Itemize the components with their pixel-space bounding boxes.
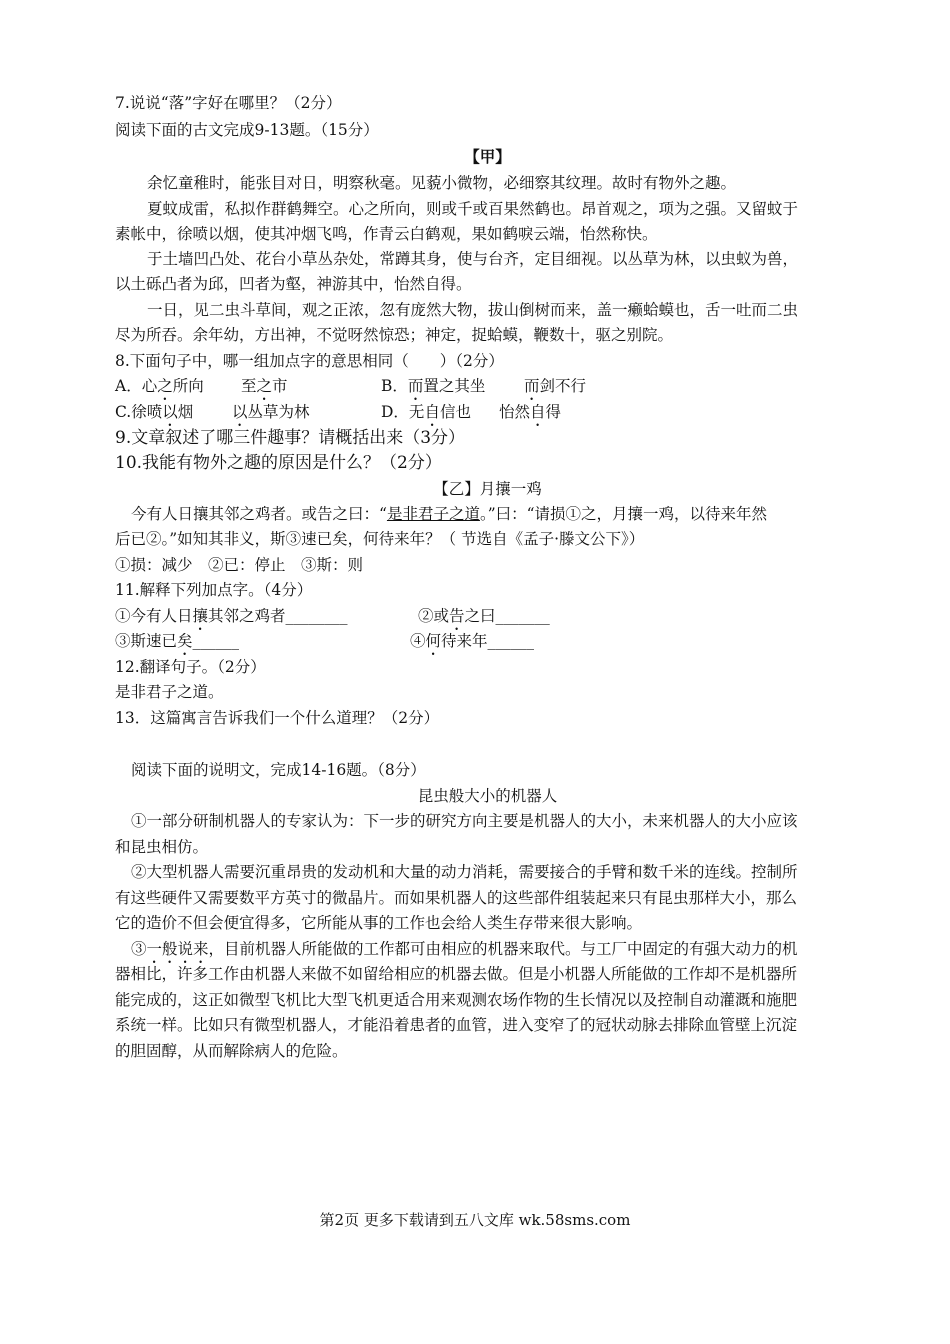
dotted-phrase: 一般说来: [146, 940, 209, 958]
yi-notes: ①损：减少 ②已：停止 ③斯：则: [115, 556, 364, 574]
question-11-item-2: ②或告之曰_______: [418, 607, 550, 625]
jia-paragraph-1: 余忆童稚时，能张目对日，明察秋毫。见藐小微物，必细察其纹理。故时有物外之趣。: [147, 174, 737, 192]
article-paragraph-3-line-5: 的胆固醇，从而解除病人的危险。: [115, 1042, 348, 1060]
reading2-intro: 阅读下面的说明文，完成14-16题。（8分）: [131, 761, 426, 779]
article-paragraph-3-line-3: 能完成的，这正如微型飞机比大型飞机更适合用来观测农场作物的生长情况以及控制自动灌溉和施肥: [115, 991, 798, 1009]
article-paragraph-2-line-3: 它的造价不但会便宜得多，它所能从事的工作也会给人类生存带来很大影响。: [115, 914, 643, 932]
question-11-item-4: ④何待来年______: [410, 632, 535, 650]
question-12-sentence: 是非君子之道。: [115, 683, 224, 701]
yi-line-1: 今有人日攘其邻之鸡者。或告之曰：“是非君子之道。”曰：“请损①之，月攘一鸡，以待来年然: [131, 505, 768, 523]
article-paragraph-3-line-2: 器相比，许多工作由机器人来做不如留给相应的机器去做。但是小机器人所能做的工作却不是机器所: [115, 965, 798, 983]
question-12: 12.翻译句子。（2分）: [115, 658, 266, 676]
option-b-first: B．而置之其坐: [381, 377, 486, 395]
question-11-item-1: ①今有人日攘其邻之鸡者________: [115, 607, 348, 625]
option-c-first: C.徐喷以烟: [115, 403, 194, 421]
article-paragraph-2-line-2: 有这些硬件又需要数平方英寸的微晶片。而如果机器人的这些部件组装起来只有昆虫那样大小，那么: [115, 889, 798, 907]
yi-line-2: 后已②。”如知其非义，斯③速已矣，何待来年？（ 节选自《孟子·滕文公下》）: [115, 530, 645, 548]
question-9: 9.文章叙述了哪三件趣事？请概括出来（3分）: [115, 428, 466, 448]
option-b-second: 而剑不行: [524, 377, 587, 395]
article-paragraph-3-line-4: 系统一样。比如只有微型机器人，才能沿着患者的血管，进入变窄了的冠状动脉去排除血管壁上沉淀: [115, 1016, 798, 1034]
jia-paragraph-4-line-2: 尽为所吞。余年幼，方出神，不觉呀然惊恐；神定，捉蛤蟆，鞭数十，驱之别院。: [115, 326, 674, 344]
yi-title: 【乙】月攘一鸡: [433, 480, 542, 498]
jia-paragraph-3-line-2: 以土砾凸者为邱，凹者为壑，神游其中，怡然自得。: [115, 275, 472, 293]
question-7: 7.说说“落”字好在哪里？（2分）: [115, 94, 342, 112]
question-10: 10.我能有物外之趣的原因是什么？（2分）: [115, 453, 442, 473]
article-paragraph-1-line-1: ①一部分研制机器人的专家认为：下一步的研究方向主要是机器人的大小，未来机器人的大小应该: [131, 812, 798, 830]
option-d-second: 怡然自得: [499, 403, 562, 421]
underlined-sentence: 是非君子之道: [386, 505, 480, 523]
article-paragraph-2-line-1: ②大型机器人需要沉重昂贵的发动机和大量的动力消耗，需要接合的手臂和数千米的连线。控制所: [131, 863, 798, 881]
article-paragraph-3-line-1: ③一般说来，目前机器人所能做的工作都可由相应的机器来取代。与工厂中固定的有强大动力的机: [131, 940, 798, 958]
jia-paragraph-4-line-1: 一日，见二虫斗草间，观之正浓，忽有庞然大物，拔山倒树而来，盖一癞蛤蟆也，舌一吐而二虫: [147, 301, 799, 319]
jia-title: 【甲】: [464, 147, 511, 166]
option-a-second: 至之市: [241, 377, 288, 395]
option-a-first: A．心之所向: [115, 377, 204, 395]
jia-paragraph-2-line-1: 夏蚊成雷，私拟作群鹤舞空。心之所向，则或千或百果然鹤也。昂首观之，项为之强。又留蚊于: [147, 200, 799, 218]
option-c-second: 以丛草为林: [232, 403, 310, 421]
question-11-stem: 11.解释下列加点字。（4分）: [115, 581, 313, 599]
page-footer: 第2页 更多下载请到五八文库 wk.58sms.com: [319, 1211, 631, 1229]
reading1-intro: 阅读下面的古文完成9-13题。（15分）: [115, 121, 379, 139]
question-13: 13．这篇寓言告诉我们一个什么道理？（2分）: [115, 709, 440, 727]
jia-paragraph-2-line-2: 素帐中，徐喷以烟，使其冲烟飞鸣，作青云白鹤观，果如鹤唳云端，怡然称快。: [115, 225, 658, 243]
article-title: 昆虫般大小的机器人: [417, 787, 558, 805]
article-paragraph-1-line-2: 和昆虫相仿。: [115, 838, 209, 856]
question-8-stem: 8.下面句子中，哪一组加点字的意思相同（ ）（2分）: [115, 352, 504, 370]
option-d-first: D．无自信也: [381, 403, 471, 421]
question-11-item-3: ③斯速已矣______: [115, 632, 240, 650]
jia-paragraph-3-line-1: 于土墙凹凸处、花台小草丛杂处，常蹲其身，使与台齐，定目细视。以丛草为林，以虫蚁为兽，: [147, 250, 799, 268]
